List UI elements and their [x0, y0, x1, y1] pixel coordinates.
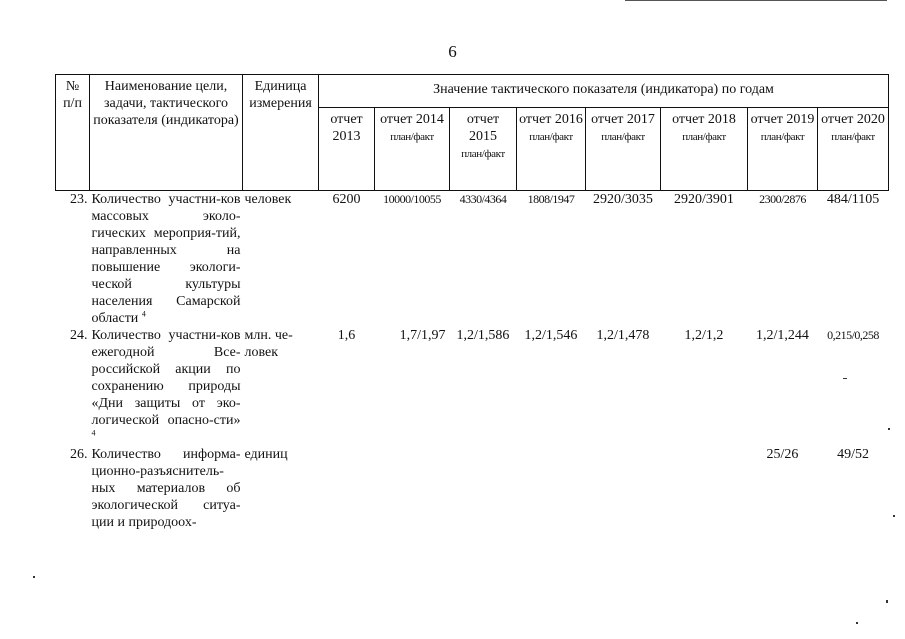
table-row — [56, 191, 889, 328]
row-value: 484/1105 — [826, 192, 880, 207]
row-value: 10000/10055 — [383, 192, 441, 206]
row-value: 0,215/0,258 — [827, 328, 879, 342]
row-value: 1,2/1,546 — [524, 328, 578, 343]
header-row — [56, 75, 889, 108]
scan-speck — [843, 378, 847, 379]
indicators-table — [55, 74, 889, 531]
table-row — [56, 327, 889, 446]
header-year: отчет 2014 план/факт — [375, 108, 450, 191]
row-unit: единиц — [244, 447, 288, 462]
footnote-mark: 4 — [91, 428, 96, 438]
row-number: 23. — [70, 192, 88, 207]
scan-speck — [856, 622, 858, 624]
page-number: 6 — [448, 42, 457, 61]
header-year: отчет 2018 план/факт — [661, 108, 748, 191]
row-unit: человек — [244, 192, 292, 207]
row-value: 2920/3901 — [674, 192, 734, 207]
row-value — [586, 446, 661, 531]
header-unit: Единица измерения — [243, 75, 319, 191]
row-value: 1808/1947 — [527, 192, 575, 206]
row-number: 24. — [70, 328, 88, 343]
header-year: отчет 2015 план/факт — [450, 108, 517, 191]
row-value: 2920/3035 — [593, 192, 653, 207]
row-name: Количество участни-ков ежегодной Все-российской акции по сохранению природы «Дни защиты от эко-логической опасно-сти» $^4$ — [91, 328, 241, 438]
row-value: 2300/2876 — [759, 192, 806, 206]
row-value: 6200 — [332, 192, 361, 207]
row-value: 1,2/1,478 — [596, 328, 650, 343]
header-year: отчет 2013 — [319, 108, 375, 191]
header-year: отчет 2020 план/факт — [818, 108, 889, 191]
header-year: отчет 2017 план/факт — [586, 108, 661, 191]
row-unit: млн. че-ловек — [244, 328, 293, 360]
row-value — [517, 446, 586, 531]
row-value: 1,2/1,244 — [756, 328, 809, 343]
row-name: Количество участни-ков массовых эколо-гических мероприя-тий, направленных на повышение экологи-ческой культуры населения Самарской области $^4$ — [91, 192, 241, 326]
row-value — [450, 446, 517, 531]
footnote-mark: 4 — [141, 309, 146, 319]
scan-speck — [893, 515, 895, 517]
row-value: 25/26 — [766, 447, 799, 462]
header-num: № п/п — [56, 75, 90, 191]
row-value — [375, 446, 450, 531]
row-value: 4330/4364 — [459, 192, 507, 206]
scan-speck — [886, 600, 888, 603]
table-row — [56, 446, 889, 531]
row-value: 1,6 — [337, 328, 356, 343]
row-number: 26. — [70, 447, 88, 462]
row-value — [319, 446, 375, 531]
top-rule — [625, 0, 887, 1]
header-year: отчет 2016 план/факт — [517, 108, 586, 191]
row-value: 1,2/1,2 — [684, 328, 724, 343]
row-value: 1,2/1,586 — [456, 328, 510, 343]
row-value: 49/52 — [837, 447, 869, 462]
scan-speck — [33, 576, 35, 578]
header-name: Наименование цели, задачи, тактического показателя (индикатора) — [90, 75, 243, 191]
row-name: Количество информа-ционно-разъяснитель-ных материалов об экологической ситуа-ции и природоох- — [91, 447, 241, 530]
scan-speck — [888, 428, 890, 430]
row-value: 1,7/1,97 — [399, 328, 446, 343]
header-year: отчет 2019 план/факт — [748, 108, 818, 191]
header-values-group: Значение тактического показателя (индикатора) по годам — [319, 75, 889, 108]
row-value — [661, 446, 748, 531]
